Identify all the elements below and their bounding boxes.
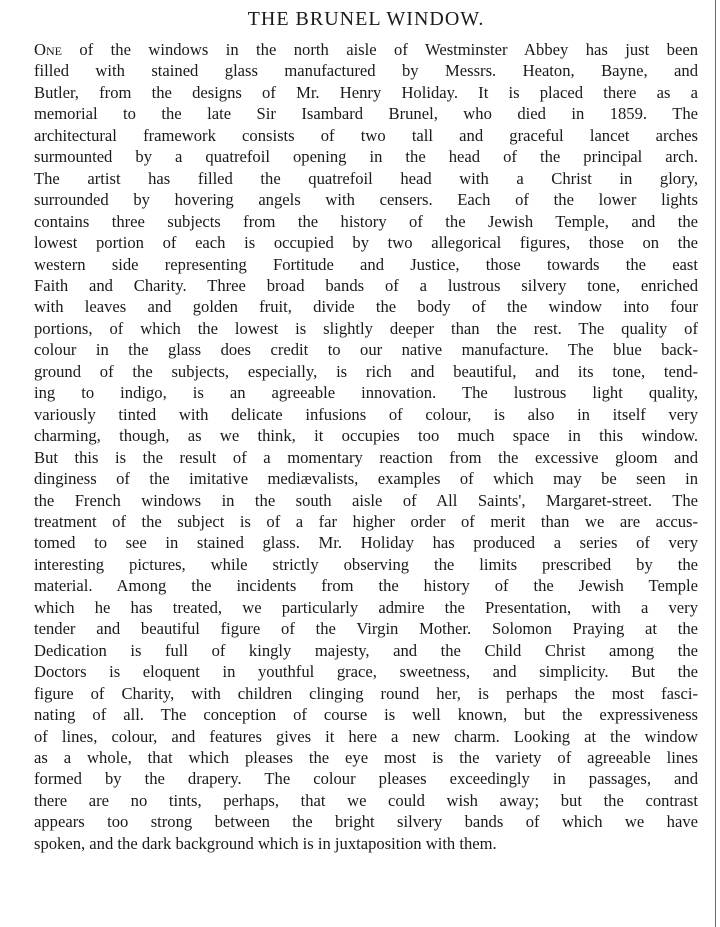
text-line: charming, though, as we think, it occupies too much space in this window. bbox=[34, 426, 698, 446]
article-body bbox=[34, 39, 698, 854]
text-line: filled with stained glass manufactured by Messrs. Heaton, Bayne, and bbox=[34, 61, 698, 81]
article-title: THE BRUNEL WINDOW. bbox=[247, 8, 485, 30]
text-line: interesting pictures, while strictly observing the limits prescribed by the bbox=[34, 554, 698, 574]
text-line: Butler, from the designs of Mr. Henry Holiday. It is placed there as a bbox=[34, 82, 698, 102]
text-line: tender and beautiful figure of the Virgin Mother. Solomon Praying at the bbox=[34, 619, 698, 639]
text-line: treatment of the subject is of a far higher order of merit than we are accus- bbox=[34, 511, 698, 531]
text-line: tomed to see in stained glass. Mr. Holiday has produced a series of very bbox=[34, 533, 698, 553]
text-line: which he has treated, we particularly admire the Presentation, with a very bbox=[34, 597, 698, 617]
text-line: dinginess of the imitative mediævalists, examples of which may be seen in bbox=[34, 469, 698, 489]
text-line: surmounted by a quatrefoil opening in the head of the principal arch. bbox=[34, 147, 698, 167]
text-line: as a whole, that which pleases the eye most is the variety of agreeable lines bbox=[34, 747, 698, 767]
text-line: architectural framework consists of two tall and graceful lancet arches bbox=[34, 125, 698, 145]
text-line: figure of Charity, with children clinging round her, is perhaps the most fasci- bbox=[34, 683, 698, 703]
text-line: The artist has filled the quatrefoil head with a Christ in glory, bbox=[34, 168, 698, 188]
text-line: material. Among the incidents from the history of the Jewish Temple bbox=[34, 576, 698, 596]
text-line: western side representing Fortitude and Justice, those towards the east bbox=[34, 254, 698, 274]
text-line: ground of the subjects, especially, is rich and beautiful, and its tone, tend- bbox=[34, 361, 698, 381]
text-line: colour in the glass does credit to our native manufacture. The blue back- bbox=[34, 340, 698, 360]
article bbox=[34, 6, 698, 854]
text-line: there are no tints, perhaps, that we could wish away; but the contrast bbox=[34, 790, 698, 810]
text-line: But this is the result of a momentary reaction from the excessive gloom and bbox=[34, 447, 698, 467]
text-line: Doctors is eloquent in youthful grace, sweetness, and simplicity. But the bbox=[34, 662, 698, 682]
page-edge-rule bbox=[715, 0, 716, 927]
text-line: the French windows in the south aisle of All Saints', Margaret-street. The bbox=[34, 490, 698, 510]
text-line bbox=[34, 39, 698, 60]
text-line: Dedication is full of kingly majesty, and the Child Christ among the bbox=[34, 640, 698, 660]
text-line: lowest portion of each is occupied by two allegorical figures, those on the bbox=[34, 233, 698, 253]
text-line: appears too strong between the bright silvery bands of which we have bbox=[34, 812, 698, 832]
text-line: nating of all. The conception of course is well known, but the expressiveness bbox=[34, 705, 698, 725]
text-line: contains three subjects from the history of the Jewish Temple, and the bbox=[34, 211, 698, 231]
text-line: surrounded by hovering angels with censers. Each of the lower lights bbox=[34, 190, 698, 210]
text-line: memorial to the late Sir Isambard Brunel, who died in 1859. The bbox=[34, 104, 698, 124]
text-line: with leaves and golden fruit, divide the body of the window into four bbox=[34, 297, 698, 317]
text-line: spoken, and the dark background which is in juxtaposition with them. bbox=[34, 833, 497, 853]
text-line: variously tinted with delicate infusions of colour, is also in itself very bbox=[34, 404, 698, 424]
text-line: of lines, colour, and features gives it here a new charm. Looking at the window bbox=[34, 726, 698, 746]
text-line: portions, of which the lowest is slightly deeper than the rest. The quality of bbox=[34, 318, 698, 338]
text-line: ing to indigo, is an agreeable innovation. The lustrous light quality, bbox=[34, 383, 698, 403]
lead-word: One bbox=[34, 40, 62, 59]
text-line-rest: of the windows in the north aisle of Westminster Abbey has just been bbox=[61, 40, 698, 59]
text-line: Faith and Charity. Three broad bands of a lustrous silvery tone, enriched bbox=[34, 275, 698, 295]
text-line: formed by the drapery. The colour pleases exceedingly in passages, and bbox=[34, 769, 698, 789]
